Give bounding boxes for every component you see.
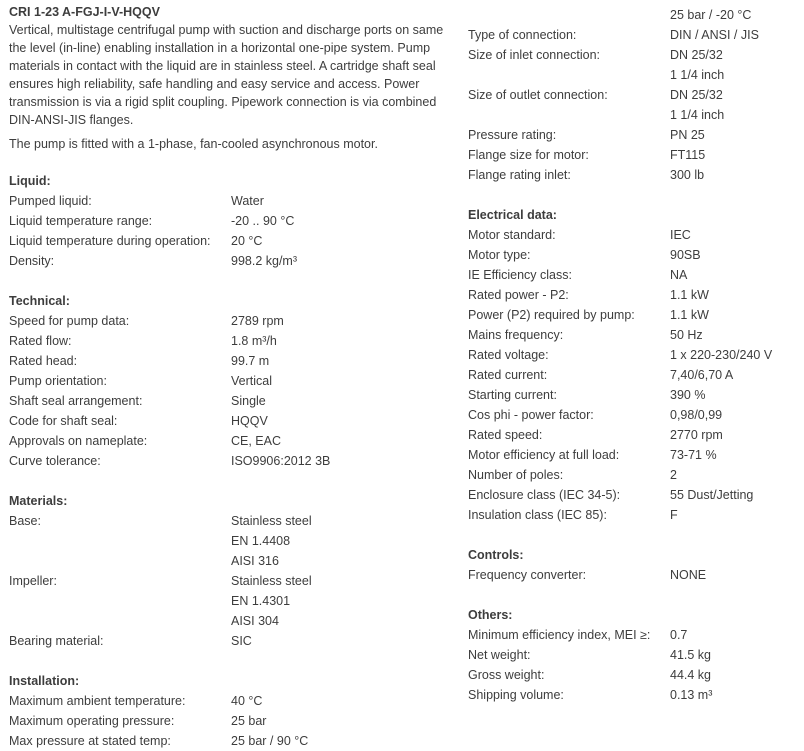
spec-row (9, 611, 459, 631)
spec-label: Cos phi - power factor: (468, 408, 594, 422)
spec-row (468, 365, 798, 385)
spec-value: 0,98/0,99 (670, 408, 723, 422)
spec-row (9, 711, 459, 731)
spec-value: NONE (670, 568, 707, 582)
spec-label: Rated head: (9, 354, 78, 368)
spec-label: Density: (9, 254, 55, 268)
spec-label: Number of poles: (468, 468, 564, 482)
spec-value: F (670, 508, 678, 522)
spec-label: Size of outlet connection: (468, 88, 608, 102)
left-column (9, 0, 459, 751)
spec-value: CE, EAC (231, 434, 282, 448)
spec-label: Rated power - P2: (468, 288, 569, 302)
spec-row (468, 105, 798, 125)
right-column (468, 5, 798, 705)
spec-value: 2789 rpm (231, 314, 284, 328)
spec-row (468, 665, 798, 685)
spec-row (9, 631, 459, 651)
spec-row (9, 231, 459, 251)
spec-value: 300 lb (670, 168, 705, 182)
spec-value: EN 1.4408 (231, 534, 291, 548)
spec-label: Enclosure class (IEC 34-5): (468, 488, 621, 502)
spec-row (468, 125, 798, 145)
spec-label: Pumped liquid: (9, 194, 92, 208)
spec-label: Rated current: (468, 368, 548, 382)
motor-note: The pump is fitted with a 1-phase, fan-cooled asynchronous motor. (9, 137, 378, 151)
spec-value: IEC (670, 228, 691, 242)
spec-value: 1 1/4 inch (670, 108, 725, 122)
product-description: Vertical, multistage centrifugal pump with suction and discharge ports on same the level (in-line) enabling installation in a horizontal one-pipe system. Pump materials in contact with the liquid are in stainless steel. A cartridge shaft seal ensures high reliability, safe handling and easy service and access. Power transmission is via a rigid split coupling. Pipework connection is via combined DIN-ANSI-JIS flanges. (9, 23, 444, 127)
spec-label: Impeller: (9, 574, 57, 588)
spec-value: Single (231, 394, 266, 408)
spec-label: Minimum efficiency index, MEI ≥: (468, 628, 651, 642)
spec-value: 25 bar (231, 714, 267, 728)
spec-row (468, 565, 798, 585)
spec-label: Flange rating inlet: (468, 168, 571, 182)
installation-section (9, 671, 459, 751)
spec-row (468, 305, 798, 325)
materials-title: Materials: (9, 494, 68, 508)
spec-value: Vertical (231, 374, 272, 388)
spec-row (468, 5, 798, 25)
spec-label: Size of inlet connection: (468, 48, 601, 62)
spec-row (468, 405, 798, 425)
spec-value: NA (670, 268, 688, 282)
materials-section (9, 491, 459, 651)
spec-label: Speed for pump data: (9, 314, 130, 328)
spec-row (468, 265, 798, 285)
spec-label: Liquid temperature during operation: (9, 234, 211, 248)
spec-value: DN 25/32 (670, 88, 723, 102)
spec-label: Shipping volume: (468, 688, 564, 702)
spec-row (9, 311, 459, 331)
spec-value: 41.5 kg (670, 648, 712, 662)
spec-row (9, 731, 459, 751)
others-section (468, 605, 798, 705)
spec-row (468, 685, 798, 705)
spec-label: Mains frequency: (468, 328, 564, 342)
spec-value: 20 °C (231, 234, 263, 248)
spec-row (9, 351, 459, 371)
spec-label: Flange size for motor: (468, 148, 589, 162)
spec-label: Maximum operating pressure: (9, 714, 175, 728)
spec-row (468, 325, 798, 345)
spec-label: Type of connection: (468, 28, 577, 42)
spec-row (9, 211, 459, 231)
spec-row (468, 445, 798, 465)
spec-value: 50 Hz (670, 328, 703, 342)
liquid-title: Liquid: (9, 174, 51, 188)
spec-value: FT115 (670, 148, 706, 162)
spec-value: 25 bar / 90 °C (231, 734, 309, 748)
spec-row (468, 485, 798, 505)
spec-row (9, 531, 459, 551)
spec-value: 1.1 kW (670, 288, 709, 302)
spec-value: 25 bar / -20 °C (670, 8, 752, 22)
spec-row (9, 331, 459, 351)
spec-value: 1.8 m³/h (231, 334, 277, 348)
spec-label: Motor efficiency at full load: (468, 448, 620, 462)
product-title: CRI 1-23 A-FGJ-I-V-HQQV (9, 5, 160, 19)
spec-row (9, 251, 459, 271)
spec-row (9, 371, 459, 391)
spec-value: 390 % (670, 388, 706, 402)
spec-value: AISI 304 (231, 614, 279, 628)
spec-row (468, 65, 798, 85)
spec-label: Power (P2) required by pump: (468, 308, 635, 322)
spec-row (468, 425, 798, 445)
spec-label: Rated flow: (9, 334, 72, 348)
spec-row (468, 285, 798, 305)
spec-value: 55 Dust/Jetting (670, 488, 754, 502)
spec-label: Shaft seal arrangement: (9, 394, 143, 408)
spec-row (9, 451, 459, 471)
spec-value: 73-71 % (670, 448, 717, 462)
spec-value: Water (231, 194, 264, 208)
spec-label: Max pressure at stated temp: (9, 734, 171, 748)
spec-row (9, 511, 459, 531)
spec-label: Pressure rating: (468, 128, 557, 142)
spec-value: 0.7 (670, 628, 688, 642)
spec-value: 0.13 m³ (670, 688, 713, 702)
controls-section (468, 545, 798, 585)
spec-value: 2770 rpm (670, 428, 723, 442)
spec-row (468, 25, 798, 45)
installation-title: Installation: (9, 674, 80, 688)
spec-row (468, 45, 798, 65)
spec-label: Insulation class (IEC 85): (468, 508, 607, 522)
spec-value: ISO9906:2012 3B (231, 454, 331, 468)
technical-title: Technical: (9, 294, 70, 308)
electrical-title: Electrical data: (468, 208, 557, 222)
spec-value: 90SB (670, 248, 701, 262)
spec-row (468, 165, 798, 185)
spec-label: Base: (9, 514, 41, 528)
spec-label: Frequency converter: (468, 568, 587, 582)
spec-label: Code for shaft seal: (9, 414, 118, 428)
spec-value: DIN / ANSI / JIS (670, 28, 759, 42)
spec-label: Pump orientation: (9, 374, 107, 388)
spec-label: Motor type: (468, 248, 531, 262)
spec-row (9, 591, 459, 611)
spec-row (468, 385, 798, 405)
spec-value: DN 25/32 (670, 48, 723, 62)
spec-label: Rated voltage: (468, 348, 549, 362)
spec-row (9, 551, 459, 571)
spec-value: HQQV (231, 414, 268, 428)
spec-label: Gross weight: (468, 668, 545, 682)
spec-label: Approvals on nameplate: (9, 434, 148, 448)
spec-row (468, 645, 798, 665)
spec-row (468, 225, 798, 245)
spec-label: Maximum ambient temperature: (9, 694, 186, 708)
spec-row (468, 465, 798, 485)
spec-label: IE Efficiency class: (468, 268, 572, 282)
spec-label: Liquid temperature range: (9, 214, 153, 228)
spec-row (9, 691, 459, 711)
spec-value: 2 (670, 468, 677, 482)
spec-row (468, 145, 798, 165)
spec-row (468, 505, 798, 525)
spec-value: SIC (231, 634, 252, 648)
spec-value: PN 25 (670, 128, 705, 142)
spec-value: EN 1.4301 (231, 594, 291, 608)
spec-value: 40 °C (231, 694, 263, 708)
spec-value: -20 .. 90 °C (231, 214, 295, 228)
spec-label: Motor standard: (468, 228, 556, 242)
spec-row (468, 85, 798, 105)
electrical-section (468, 205, 798, 525)
spec-value: 1.1 kW (670, 308, 709, 322)
spec-row (9, 391, 459, 411)
spec-label: Bearing material: (9, 634, 104, 648)
spec-row (9, 571, 459, 591)
spec-value: 44.4 kg (670, 668, 712, 682)
spec-row (468, 245, 798, 265)
spec-row (468, 625, 798, 645)
spec-label: Rated speed: (468, 428, 543, 442)
spec-row (9, 191, 459, 211)
spec-label: Net weight: (468, 648, 531, 662)
technical-section (9, 291, 459, 471)
spec-row (9, 431, 459, 451)
spec-value: 99.7 m (231, 354, 270, 368)
spec-value: AISI 316 (231, 554, 279, 568)
spec-value: 1 x 220-230/240 V (670, 348, 773, 362)
spec-value: 7,40/6,70 A (670, 368, 734, 382)
liquid-section (9, 171, 459, 271)
spec-label: Curve tolerance: (9, 454, 101, 468)
spec-value: Stainless steel (231, 514, 312, 528)
spec-row (468, 345, 798, 365)
spec-value: 1 1/4 inch (670, 68, 725, 82)
spec-value: 998.2 kg/m³ (231, 254, 298, 268)
spec-row (9, 411, 459, 431)
controls-title: Controls: (468, 548, 524, 562)
spec-label: Starting current: (468, 388, 557, 402)
others-title: Others: (468, 608, 513, 622)
spec-value: Stainless steel (231, 574, 312, 588)
